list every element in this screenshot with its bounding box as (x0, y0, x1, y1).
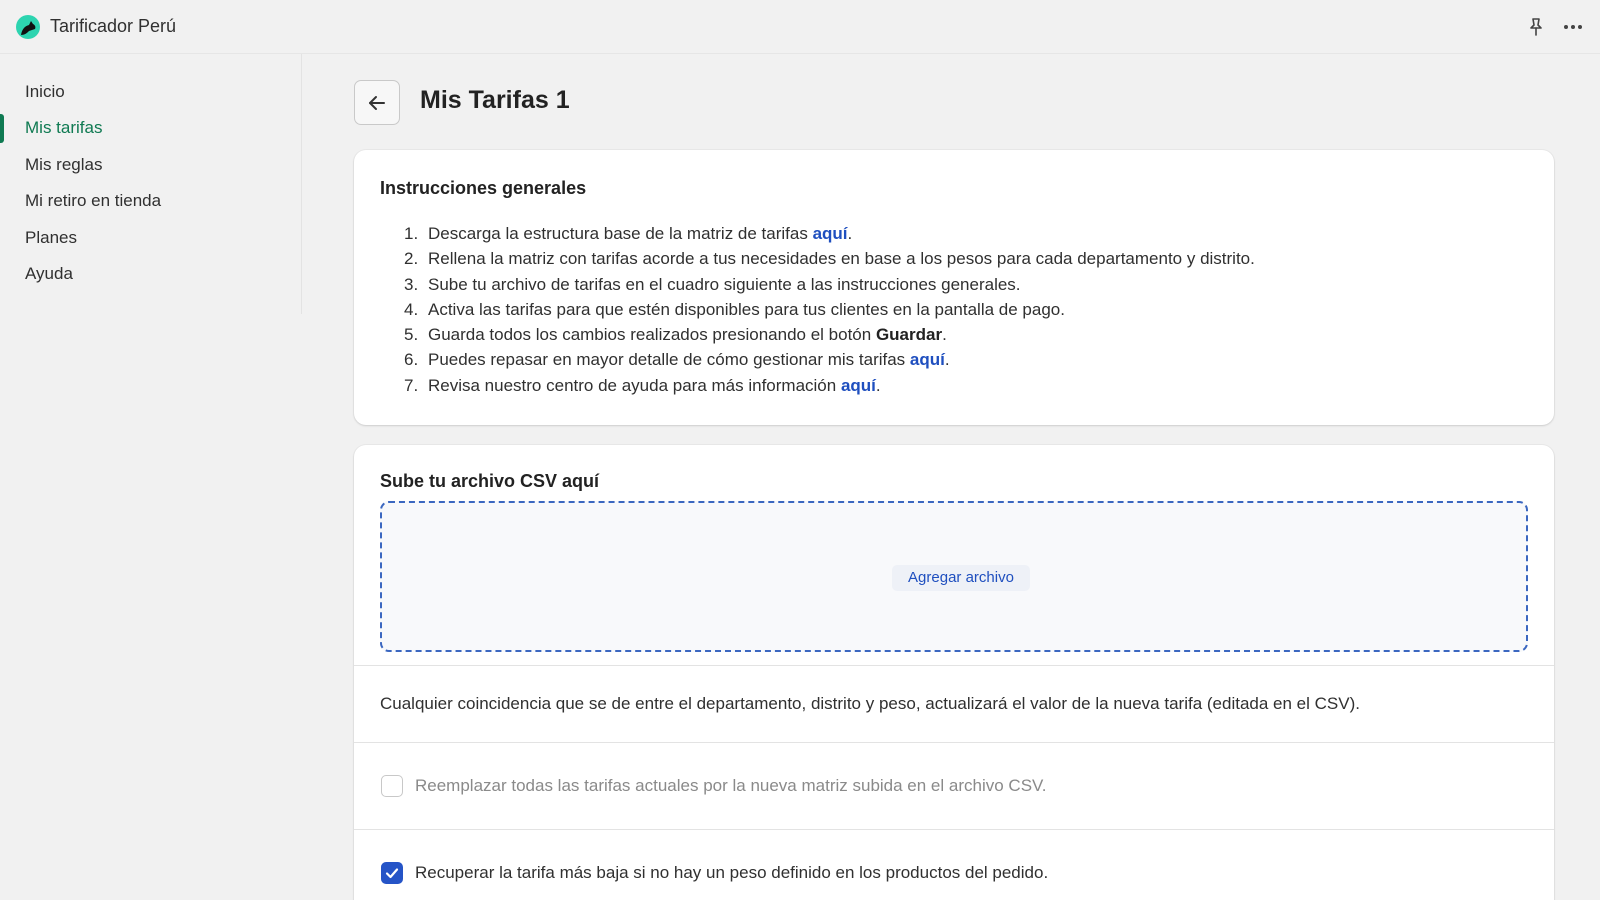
pin-icon[interactable] (1525, 16, 1547, 38)
csv-dropzone[interactable] (380, 501, 1528, 652)
replace-all-checkbox[interactable] (381, 775, 403, 797)
help-center-link[interactable]: aquí (840, 375, 876, 395)
replace-all-label: Reemplazar todas las tarifas actuales por la nueva matriz subida en el archivo CSV. (415, 776, 1047, 795)
list-text: Guarda todos los cambios realizados presionando el botón (428, 325, 876, 345)
page-title: Mis Tarifas 1 (420, 86, 570, 114)
list-number: 4. (404, 299, 419, 319)
sidebar-nav (0, 54, 302, 314)
back-button[interactable] (354, 80, 400, 125)
list-text: Activa las tarifas para que estén disponibles para tus clientes en la pantalla de pago. (428, 299, 1065, 319)
manage-rates-link[interactable]: aquí (909, 350, 945, 370)
instructions-card (354, 150, 1554, 425)
list-item (404, 373, 1255, 398)
list-number: 2. (404, 249, 419, 269)
top-bar (0, 0, 1600, 54)
divider (354, 665, 1554, 666)
more-horizontal-icon[interactable] (1561, 16, 1585, 38)
sidebar-item-mis-reglas[interactable]: Mis reglas (25, 155, 103, 174)
list-end: . (875, 375, 881, 395)
sidebar-item-planes[interactable]: Planes (25, 228, 77, 247)
sidebar-item-inicio[interactable]: Inicio (25, 82, 65, 101)
list-item (404, 272, 1255, 297)
list-text: Sube tu archivo de tarifas en el cuadro siguiente a las instrucciones generales. (428, 274, 1021, 294)
sidebar-item-ayuda[interactable]: Ayuda (25, 264, 73, 283)
instructions-heading: Instrucciones generales (380, 178, 587, 198)
list-end: . (847, 224, 853, 243)
upload-card (354, 445, 1554, 900)
list-text: Puedes repasar en mayor detalle de cómo gestionar mis tarifas (428, 350, 910, 370)
lowest-rate-label: Recuperar la tarifa más baja si no hay un peso definido en los productos del pedido. (415, 863, 1049, 882)
sidebar-item-mis-tarifas[interactable]: Mis tarifas (0, 110, 300, 146)
list-text: Revisa nuestro centro de ayuda para más información (428, 375, 841, 395)
list-number: 1. (404, 224, 419, 243)
list-number: 7. (404, 375, 419, 395)
list-number: 3. (404, 274, 419, 294)
app-logo-icon (15, 14, 41, 40)
list-text: Descarga la estructura base de la matriz de tarifas (428, 224, 813, 243)
upload-heading: Sube tu archivo CSV aquí (380, 471, 600, 491)
divider (354, 829, 1554, 830)
divider (354, 742, 1554, 743)
save-keyword: Guardar (875, 325, 943, 345)
list-item (404, 322, 1255, 347)
list-item (404, 347, 1255, 372)
sidebar-item-mi-retiro-en-tienda[interactable]: Mi retiro en tienda (25, 191, 162, 210)
list-item (404, 297, 1255, 322)
lowest-rate-checkbox[interactable] (381, 862, 403, 884)
add-file-button[interactable]: Agregar archivo (892, 565, 1030, 591)
list-item (404, 246, 1255, 271)
arrow-left-icon (366, 92, 388, 114)
app-title: Tarificador Perú (50, 16, 177, 36)
checkmark-icon (384, 865, 400, 881)
list-number: 6. (404, 350, 419, 370)
list-end: . (942, 325, 947, 345)
list-item (404, 221, 1255, 246)
list-text: Rellena la matriz con tarifas acorde a tus necesidades en base a los pesos para cada departamento y distrito. (428, 249, 1255, 269)
upload-note: Cualquier coincidencia que se de entre el departamento, distrito y peso, actualizará el valor de la nueva tarifa (editada en el CSV). (380, 694, 1360, 713)
list-number: 5. (404, 325, 419, 345)
instructions-list (404, 221, 1255, 398)
list-end: . (944, 350, 950, 370)
download-template-link[interactable]: aquí (812, 224, 848, 243)
